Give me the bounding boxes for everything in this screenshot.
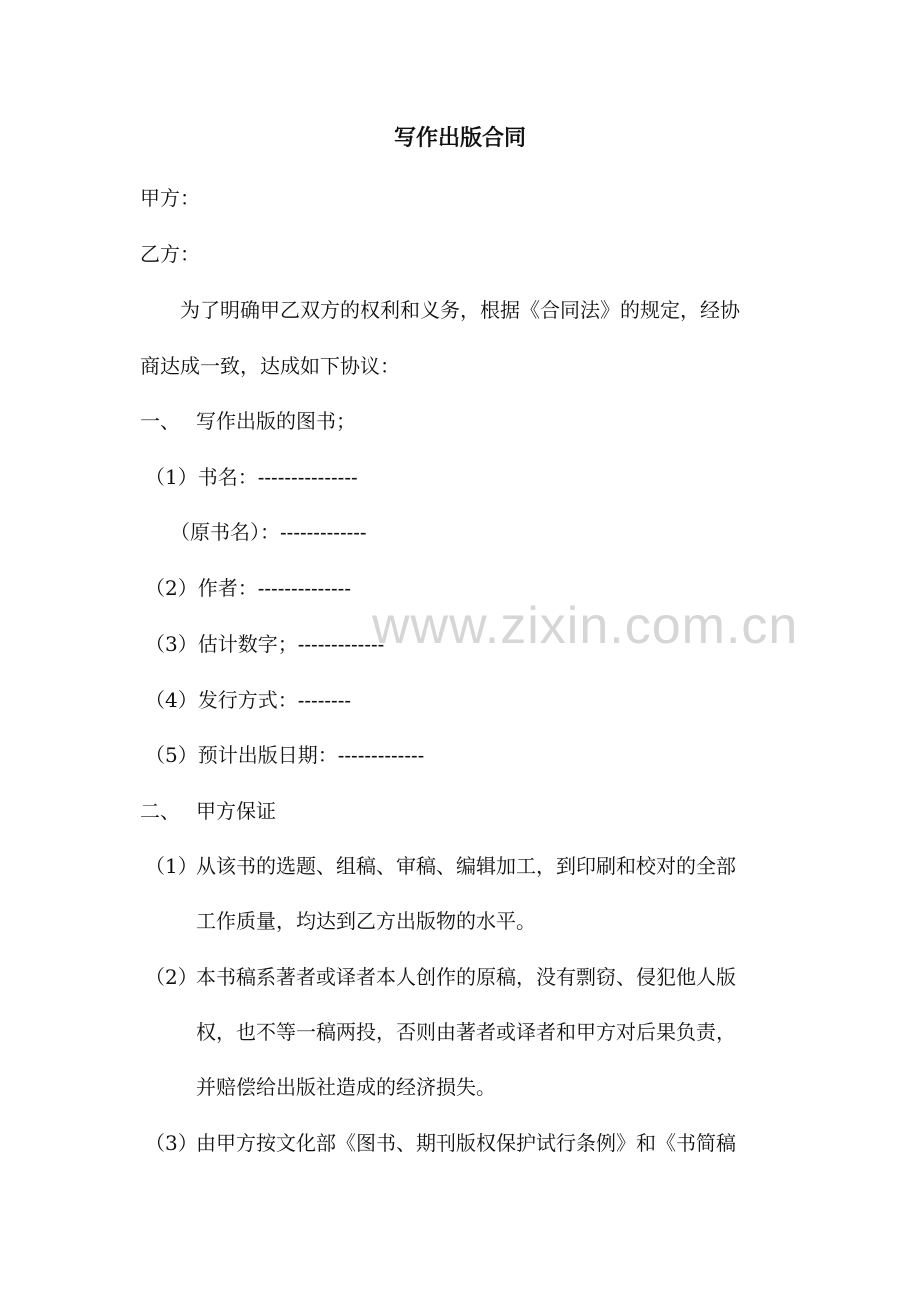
intro-paragraph-line-1: 为了明确甲乙双方的权利和义务，根据《合同法》的规定，经协 xyxy=(180,298,740,322)
item-label: 书名： xyxy=(197,465,258,489)
blank-line: -------------- xyxy=(257,578,351,600)
item-number: （1） xyxy=(145,854,198,878)
item-label: （原书名）： xyxy=(170,520,280,544)
blank-line: -------- xyxy=(297,690,352,712)
item-number: （1） xyxy=(145,465,198,489)
item-label: 作者： xyxy=(197,576,258,600)
item-label: 估计数字； xyxy=(197,632,298,656)
item-text-line: 本书稿系著者或译者本人创作的原稿，没有剽窃、侵犯他人版 xyxy=(196,965,736,989)
party-b-label: 乙方： xyxy=(140,242,200,266)
document-title: 写作出版合同 xyxy=(393,126,526,151)
party-a-label: 甲方： xyxy=(140,186,200,210)
list-item xyxy=(145,630,384,659)
section-1-number: 一、 xyxy=(140,409,180,433)
blank-line: ------------- xyxy=(337,745,425,767)
item-label: 预计出版日期： xyxy=(197,743,338,767)
section-1-heading: 写作出版的图书； xyxy=(196,409,356,433)
item-number: （5） xyxy=(145,743,198,767)
item-text-line: 权，也不等一稿两投，否则由著者或译者和甲方对后果负责， xyxy=(196,1020,736,1044)
list-item xyxy=(145,686,351,715)
blank-line: --------------- xyxy=(257,467,358,489)
item-text-line: 工作质量，均达到乙方出版物的水平。 xyxy=(196,909,536,933)
section-2-number: 二、 xyxy=(140,799,180,823)
item-number: （3） xyxy=(145,632,198,656)
list-item xyxy=(145,741,424,770)
item-number: （2） xyxy=(145,965,198,989)
intro-paragraph-line-2: 商达成一致，达成如下协议： xyxy=(140,354,400,378)
blank-line: ------------- xyxy=(297,634,385,656)
item-number: （2） xyxy=(145,576,198,600)
list-item xyxy=(170,518,367,547)
item-number: （3） xyxy=(145,1131,198,1155)
list-item xyxy=(145,574,351,603)
item-text-line: 由甲方按文化部《图书、期刊版权保护试行条例》和《书简稿 xyxy=(196,1131,736,1155)
item-number: （4） xyxy=(145,688,198,712)
item-text-line: 从该书的选题、组稿、审稿、编辑加工，到印刷和校对的全部 xyxy=(196,854,736,878)
watermark: www.zixin.com.cn xyxy=(372,597,799,655)
blank-line: ------------- xyxy=(280,522,367,544)
item-label: 发行方式： xyxy=(197,688,298,712)
section-2-heading: 甲方保证 xyxy=(196,799,276,823)
item-text-line: 并赔偿给出版社造成的经济损失。 xyxy=(196,1075,496,1099)
list-item xyxy=(145,463,358,492)
